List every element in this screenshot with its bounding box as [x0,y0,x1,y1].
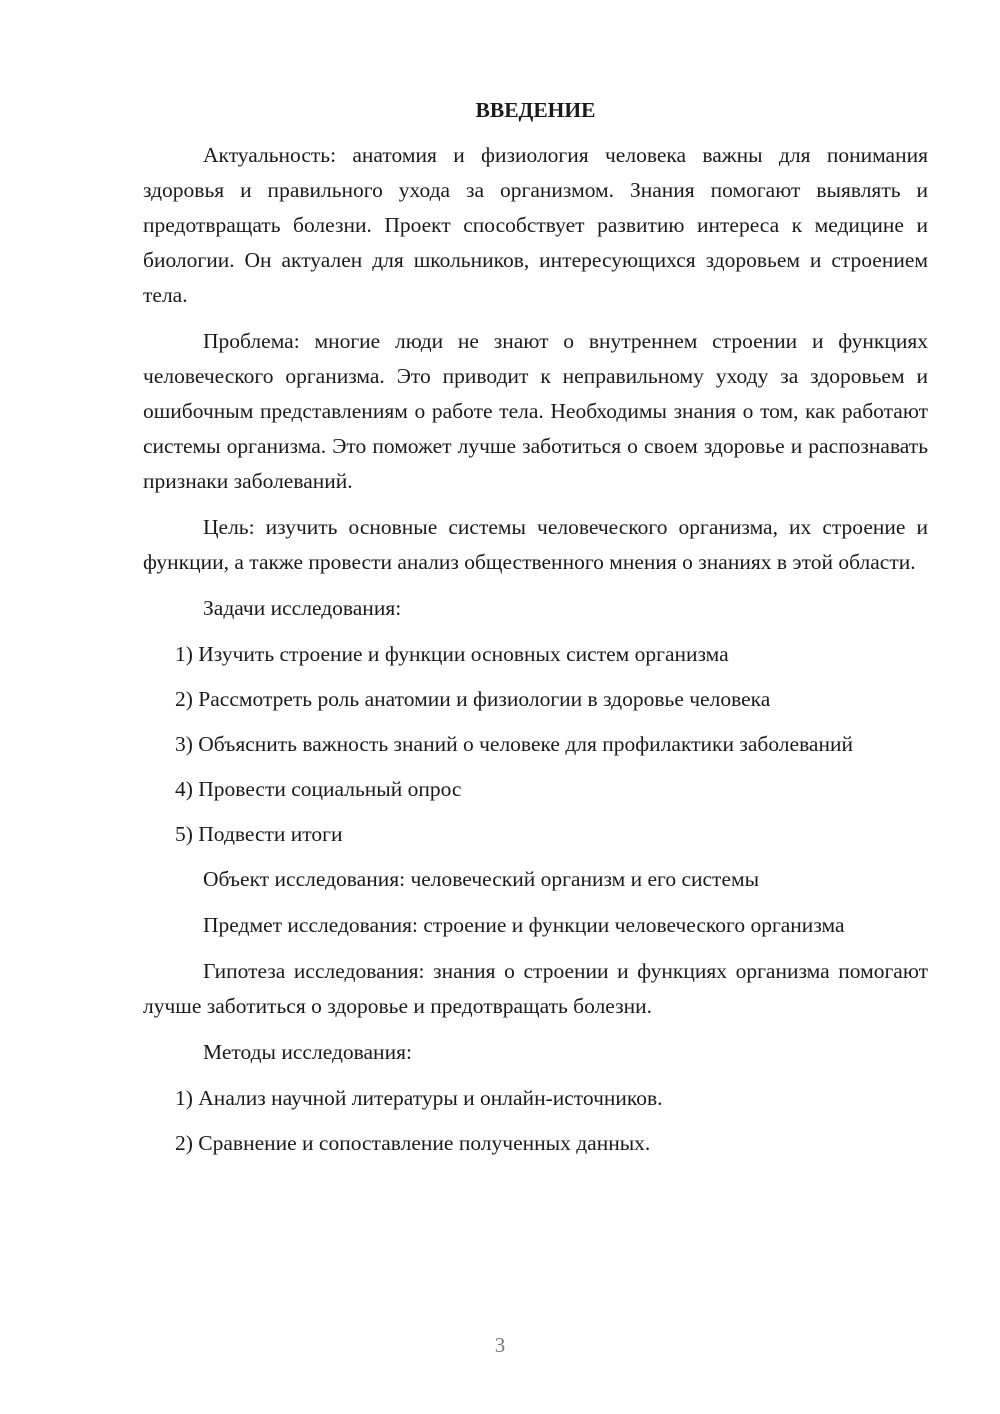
section-heading: ВВЕДЕНИЕ [475,98,596,122]
tasks-title: Задачи исследования: [203,596,402,620]
object-paragraph: Объект исследования: человеческий организм и его системы [203,867,760,891]
problem-paragraph: Проблема: многие люди не знают о внутреннем строении и функциях человеческого организма. Это приводит к неправильному уходу за здоровьем и ошибочным представлениям о работе тела. Необходимы знания о том, как работают системы организма. Это поможет лучше заботиться о своем здоровье и распознавать признаки заболеваний. [143,329,928,493]
goal-paragraph: Цель: изучить основные системы человеческого организма, их строение и функции, а также провести анализ общественного мнения о знаниях в этой области. [143,515,928,574]
page-number: 3 [494,1333,506,1357]
task-item: 4) Провести социальный опрос [175,777,462,801]
relevance-paragraph: Актуальность: анатомия и физиология человека важны для понимания здоровья и правильного ухода за организмом. Знания помогают выявлять и предотвращать болезни. Проект способствует развитию интереса к медицине и биологии. Он актуален для школьников, интересующихся здоровьем и строением тела. [143,143,928,307]
task-item: 3) Объяснить важность знаний о человеке для профилактики заболеваний [175,732,853,756]
task-item: 2) Рассмотреть роль анатомии и физиологии в здоровье человека [175,687,771,711]
method-item: 2) Сравнение и сопоставление полученных данных. [175,1131,651,1155]
subject-paragraph: Предмет исследования: строение и функции человеческого организма [203,913,845,937]
methods-title: Методы исследования: [203,1040,412,1064]
task-item: 5) Подвести итоги [175,822,343,846]
task-item: 1) Изучить строение и функции основных систем организма [175,642,729,666]
method-item: 1) Анализ научной литературы и онлайн-источников. [175,1086,663,1110]
document-page [143,95,928,1171]
hypothesis-paragraph: Гипотеза исследования: знания о строении и функциях организма помогают лучше заботиться о здоровье и предотвращать болезни. [143,959,928,1018]
